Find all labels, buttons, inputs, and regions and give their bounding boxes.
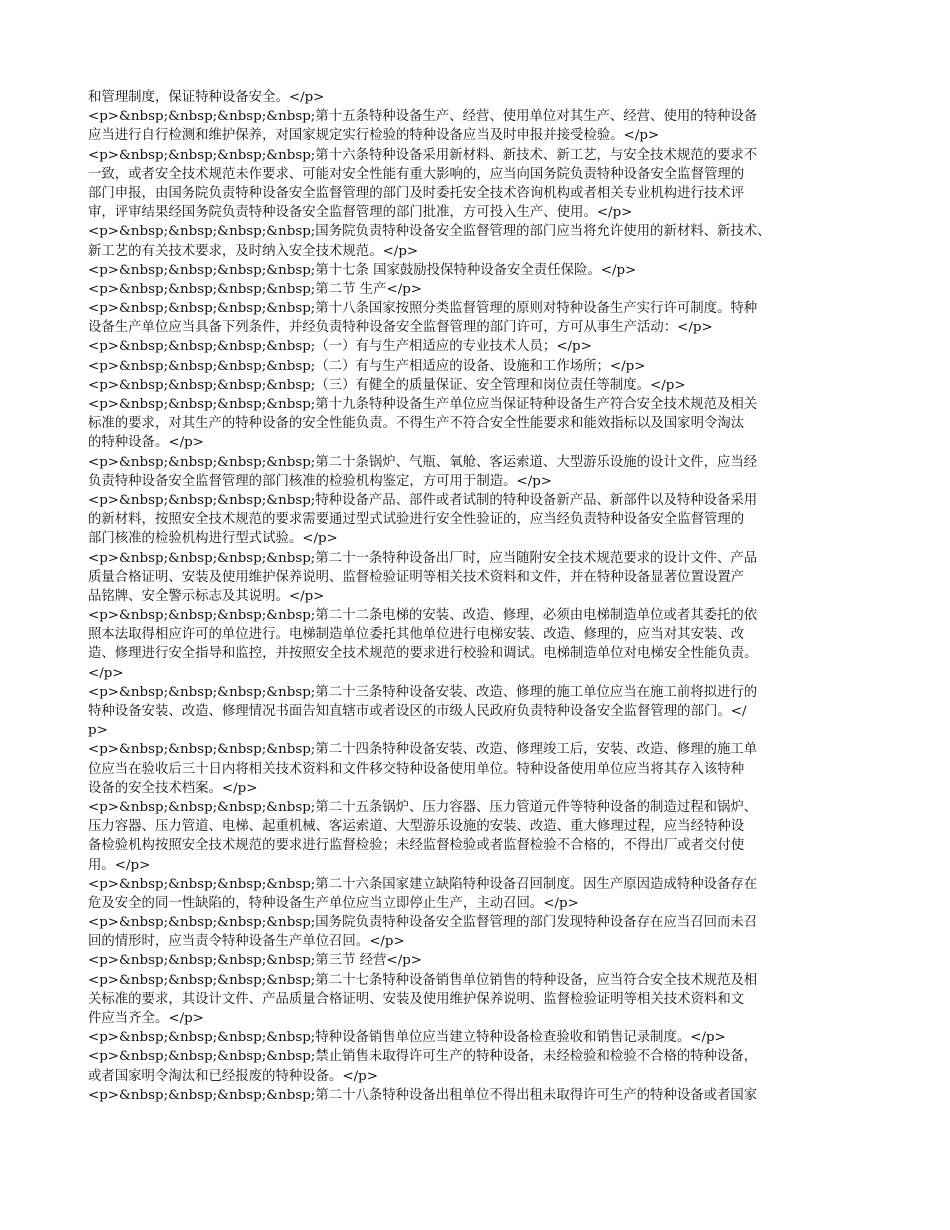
- text-line: <p>&nbsp;&nbsp;&nbsp;&nbsp;第十九条特种设备生产单位应当保证特种设备生产符合安全技术规范及相关: [88, 397, 758, 412]
- text-line: 审，评审结果经国务院负责特种设备安全监督管理的部门批准，方可投入生产、使用。</p>: [88, 205, 633, 221]
- text-line: <p>&nbsp;&nbsp;&nbsp;&nbsp;特种设备销售单位应当建立特种设备检查验收和销售记录制度。</p>: [88, 1030, 726, 1046]
- text-line: 部门申报，由国务院负责特种设备安全监督管理的部门及时委托安全技术咨询机构或者相关专业机构进行技术评: [88, 185, 745, 201]
- text-line: 件应当齐全。</p>: [88, 1011, 204, 1026]
- text-line: 关标准的要求，其设计文件、产品质量合格证明、安装及使用维护保养说明、监督检验证明等相关技术资料和文: [88, 991, 745, 1007]
- text-line: 新工艺的有关技术要求，及时纳入安全技术规范。</p>: [88, 243, 419, 259]
- text-line: 照本法取得相应许可的单位进行。电梯制造单位委托其他单位进行电梯安装、改造、修理的，应当对其安装、改: [88, 627, 745, 643]
- text-line: 负责特种设备安全监督管理的部门核准的检验机构鉴定，方可用于制造。</p>: [88, 473, 553, 489]
- text-line: 造、修理进行安全指导和监控，并按照安全技术规范的要求进行校验和调试。电梯制造单位对电梯安全性能负责。: [88, 646, 758, 662]
- text-line: 一致，或者安全技术规范未作要求、可能对安全性能有重大影响的，应当向国务院负责特种设备安全监督管理的: [88, 166, 745, 182]
- text-line: 回的情形时，应当责令特种设备生产单位召回。</p>: [88, 934, 405, 950]
- text-line: <p>&nbsp;&nbsp;&nbsp;&nbsp;第二十五条锅炉、压力容器、压力管道元件等特种设备的制造过程和锅炉、: [88, 799, 758, 815]
- text-line: <p>&nbsp;&nbsp;&nbsp;&nbsp;第三节 经营</p>: [88, 953, 423, 969]
- text-line: <p>&nbsp;&nbsp;&nbsp;&nbsp;第二十四条特种设备安装、改造、修理竣工后，安装、改造、修理的施工单: [88, 742, 758, 758]
- text-line: <p>&nbsp;&nbsp;&nbsp;&nbsp;第二十七条特种设备销售单位销售的特种设备，应当符合安全技术规范及相: [88, 972, 758, 988]
- text-line: 特种设备安装、改造、修理情况书面告知直辖市或者设区的市级人民政府负责特种设备安全监督管理的部门。</: [88, 704, 747, 719]
- text-line: 危及安全的同一性缺陷的，特种设备生产单位应当立即停止生产，主动召回。</p>: [88, 895, 579, 911]
- text-line: 标准的要求，对其生产的特种设备的安全性能负责。不得生产不符合安全性能要求和能效指标以及国家明令淘汰: [88, 416, 745, 432]
- text-line: 压力容器、压力管道、电梯、起重机械、客运索道、大型游乐设施的安装、改造、重大修理过程，应当经特种设: [88, 819, 745, 835]
- text-line: 备检验机构按照安全技术规范的要求进行监督检验；未经监督检验或者监督检验不合格的，不得出厂或者交付使: [88, 838, 745, 854]
- text-line: 或者国家明令淘汰和已经报废的特种设备。</p>: [88, 1068, 378, 1084]
- text-line: <p>&nbsp;&nbsp;&nbsp;&nbsp;第十六条特种设备采用新材料、新技术、新工艺，与安全技术规范的要求不: [88, 147, 758, 163]
- text-line: <p>&nbsp;&nbsp;&nbsp;&nbsp;第二十二条电梯的安装、改造、修理，必须由电梯制造单位或者其委托的依: [88, 608, 758, 624]
- text-line: 和管理制度，保证特种设备安全。</p>: [88, 90, 325, 105]
- text-line: <p>&nbsp;&nbsp;&nbsp;&nbsp;第十五条特种设备生产、经营、使用单位对其生产、经营、使用的特种设备: [88, 109, 758, 125]
- text-line: 位应当在验收后三十日内将相关技术资料和文件移交特种设备使用单位。特种设备使用单位应当将其存入该特种: [88, 761, 745, 777]
- text-line: <p>&nbsp;&nbsp;&nbsp;&nbsp;第二十六条国家建立缺陷特种设备召回制度。因生产原因造成特种设备存在: [88, 876, 758, 892]
- text-line: 品铭牌、安全警示标志及其说明。</p>: [88, 588, 325, 604]
- text-line: <p>&nbsp;&nbsp;&nbsp;&nbsp;第二十八条特种设备出租单位不得出租未取得许可生产的特种设备或者国家: [88, 1087, 758, 1103]
- text-line: <p>&nbsp;&nbsp;&nbsp;&nbsp;第十八条国家按照分类监督管理的原则对特种设备生产实行许可制度。特种: [88, 301, 758, 317]
- text-line: 质量合格证明、安装及使用维护保养说明、监督检验证明等相关技术资料和文件，并在特种设备显著位置设置产: [88, 569, 745, 585]
- document-body: [88, 88, 868, 1105]
- text-line: <p>&nbsp;&nbsp;&nbsp;&nbsp;（三）有健全的质量保证、安全管理和岗位责任等制度。</p>: [88, 377, 686, 393]
- text-line: <p>&nbsp;&nbsp;&nbsp;&nbsp;禁止销售未取得许可生产的特种设备，未经检验和检验不合格的特种设备，: [88, 1049, 758, 1065]
- text-line: 设备生产单位应当具备下列条件，并经负责特种设备安全监督管理的部门许可，方可从事生产活动：</p>: [88, 320, 713, 336]
- text-line: <p>&nbsp;&nbsp;&nbsp;&nbsp;国务院负责特种设备安全监督管理的部门应当将允许使用的新材料、新技术、: [88, 224, 771, 240]
- text-line: 的特种设备。</p>: [88, 435, 204, 451]
- text-line: <p>&nbsp;&nbsp;&nbsp;&nbsp;（二）有与生产相适应的设备、设施和工作场所；</p>: [88, 358, 646, 374]
- text-line: <p>&nbsp;&nbsp;&nbsp;&nbsp;特种设备产品、部件或者试制的特种设备新产品、新部件以及特种设备采用: [88, 492, 758, 508]
- text-line: 的新材料，按照安全技术规范的要求需要通过型式试验进行安全性验证的，应当经负责特种设备安全监督管理的: [88, 512, 745, 528]
- text-line: <p>&nbsp;&nbsp;&nbsp;&nbsp;第二十三条特种设备安装、改造、修理的施工单位应当在施工前将拟进行的: [88, 684, 758, 700]
- text-line: 应当进行自行检测和维护保养，对国家规定实行检验的特种设备应当及时申报并接受检验。</p>: [88, 128, 660, 144]
- text-line: </p>: [88, 665, 124, 681]
- text-line: <p>&nbsp;&nbsp;&nbsp;&nbsp;第二十一条特种设备出厂时，应当随附安全技术规范要求的设计文件、产品: [88, 550, 758, 566]
- text-line: 部门核准的检验机构进行型式试验。</p>: [88, 531, 338, 547]
- text-line: <p>&nbsp;&nbsp;&nbsp;&nbsp;第二节 生产</p>: [88, 281, 423, 297]
- text-line: 设备的安全技术档案。</p>: [88, 780, 258, 796]
- text-line: <p>&nbsp;&nbsp;&nbsp;&nbsp;国务院负责特种设备安全监督管理的部门发现特种设备存在应当召回而未召: [88, 915, 758, 931]
- text-line: 用。</p>: [88, 857, 151, 873]
- text-line: <p>&nbsp;&nbsp;&nbsp;&nbsp;第二十条锅炉、气瓶、氧舱、客运索道、大型游乐设施的设计文件，应当经: [88, 454, 758, 470]
- text-line: p>: [88, 723, 108, 739]
- text-line: <p>&nbsp;&nbsp;&nbsp;&nbsp;（一）有与生产相适应的专业技术人员；</p>: [88, 339, 592, 355]
- text-line: <p>&nbsp;&nbsp;&nbsp;&nbsp;第十七条 国家鼓励投保特种设备安全责任保险。</p>: [88, 262, 637, 278]
